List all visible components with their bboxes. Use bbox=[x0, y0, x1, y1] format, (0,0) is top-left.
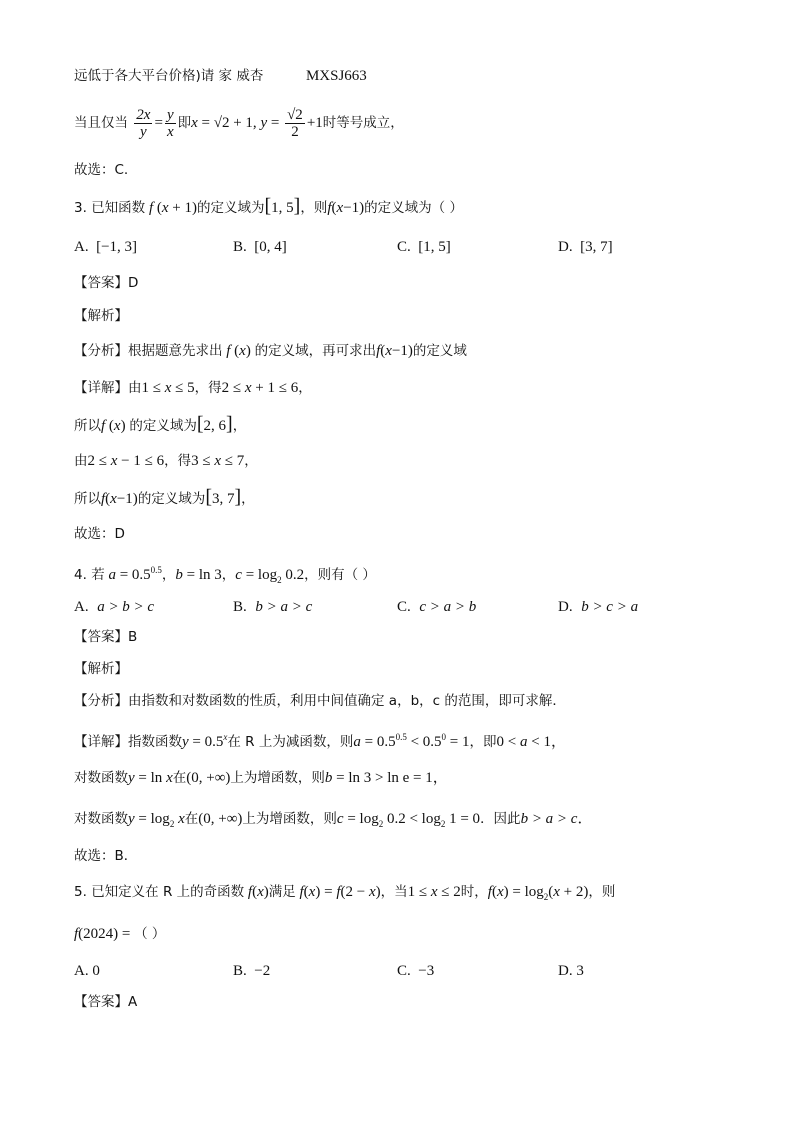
fraction-y-over-x: $\frac{y}{x}$ bbox=[166, 106, 174, 140]
q3-detail-1: 【详解】由1 ≤ x ≤ 5，得2 ≤ x + 1 ≤ 6， bbox=[74, 380, 312, 396]
q3-stem: 3. 已知函数 f (x + 1)的定义域为[1, 5]，则f(x−1)的定义域为（ ） bbox=[74, 195, 463, 217]
q3-detail-2: 所以f (x) 的定义域为[2, 6]， bbox=[74, 413, 247, 435]
q5-stem-line-1: 5. 已知定义在 R 上的奇函数 f(x)满足 f(x) = f(2 − x)，当1 ≤ x ≤ 2时，$f(x) = \log_2(x + 2)$，则 bbox=[74, 884, 616, 902]
q4-detail-2: 对数函数y = ln x在(0, +∞)上为增函数，则b = ln 3 > ln e = 1， bbox=[74, 770, 448, 786]
q5-option-b: B. −2 bbox=[233, 963, 271, 979]
q3-option-c: C. [1, 5] bbox=[397, 239, 451, 255]
q4-detail-1: 【详解】指数函数$y = 0.5^x$在 R 上为减函数，则$a = 0.5^{0.5} < 0.5^0 = 1$，即0 < a < 1， bbox=[74, 732, 566, 750]
q3-detail-3: 由2 ≤ x − 1 ≤ 6，得3 ≤ x ≤ 7， bbox=[74, 453, 258, 469]
q4-option-c: C. c > a > b bbox=[397, 599, 477, 615]
q4-detail-3: 对数函数$y = \log_2 x$在(0, +∞)上为增函数，则$c = \log_2 0.2 < \log_2 1 = 0$．因此b > a > c． bbox=[74, 811, 593, 829]
q4-option-b: B. b > a > c bbox=[233, 599, 313, 615]
q4-option-d: D. b > c > a bbox=[558, 599, 639, 615]
previous-answer: 故选：C. bbox=[74, 162, 129, 178]
header-line bbox=[74, 66, 367, 86]
header-code: MXSJ663 bbox=[305, 68, 367, 84]
q4-final: 故选：B． bbox=[74, 848, 138, 864]
equality-condition-line: 当且仅当 $\frac{2x}{y}$ = $\frac{y}{x}$ 即x = √2 + 1, y = $\frac{√2}{2}$ +1时等号成立， bbox=[74, 106, 404, 140]
q5-option-c: C. −3 bbox=[397, 963, 435, 979]
q3-final: 故选：D bbox=[74, 526, 125, 542]
q3-option-a: A. [−1, 3] bbox=[74, 239, 138, 255]
q4-stem: 4. 若 $a = 0.5^{0.5}$，b = ln 3，$c = \log_2 0.2$，则有（ ） bbox=[74, 565, 376, 585]
q4-fenxi: 【分析】由指数和对数函数的性质，利用中间值确定 a，b，c 的范围，即可求解． bbox=[74, 693, 566, 709]
header-text: 远低于各大平台价格)请 家 威杏 bbox=[74, 68, 264, 84]
q3-option-d: D. [3, 7] bbox=[558, 239, 613, 255]
q4-analysis-heading: 【解析】 bbox=[74, 661, 128, 677]
q3-detail-4: 所以f(x−1)的定义域为[3, 7]， bbox=[74, 486, 255, 508]
q5-option-d: D. 3 bbox=[558, 963, 584, 979]
q5-answer: 【答案】A bbox=[74, 994, 138, 1010]
q3-fenxi: 【分析】根据题意先求出 f (x) 的定义域，再可求出f(x−1)的定义域 bbox=[74, 343, 467, 359]
q3-analysis-heading: 【解析】 bbox=[74, 308, 128, 324]
q3-answer: 【答案】D bbox=[74, 275, 139, 291]
q5-stem-line-2: f(2024) = （ ） bbox=[74, 926, 166, 942]
fraction-2x-over-y: $\frac{2x}{y}$ bbox=[136, 106, 151, 140]
q5-option-a: A. 0 bbox=[74, 963, 100, 979]
q4-answer: 【答案】B bbox=[74, 629, 138, 645]
fraction-sqrt2-over-2: $\frac{√2}{2}$ bbox=[287, 106, 303, 140]
q4-option-a: A. a > b > c bbox=[74, 599, 155, 615]
q3-option-b: B. [0, 4] bbox=[233, 239, 287, 255]
